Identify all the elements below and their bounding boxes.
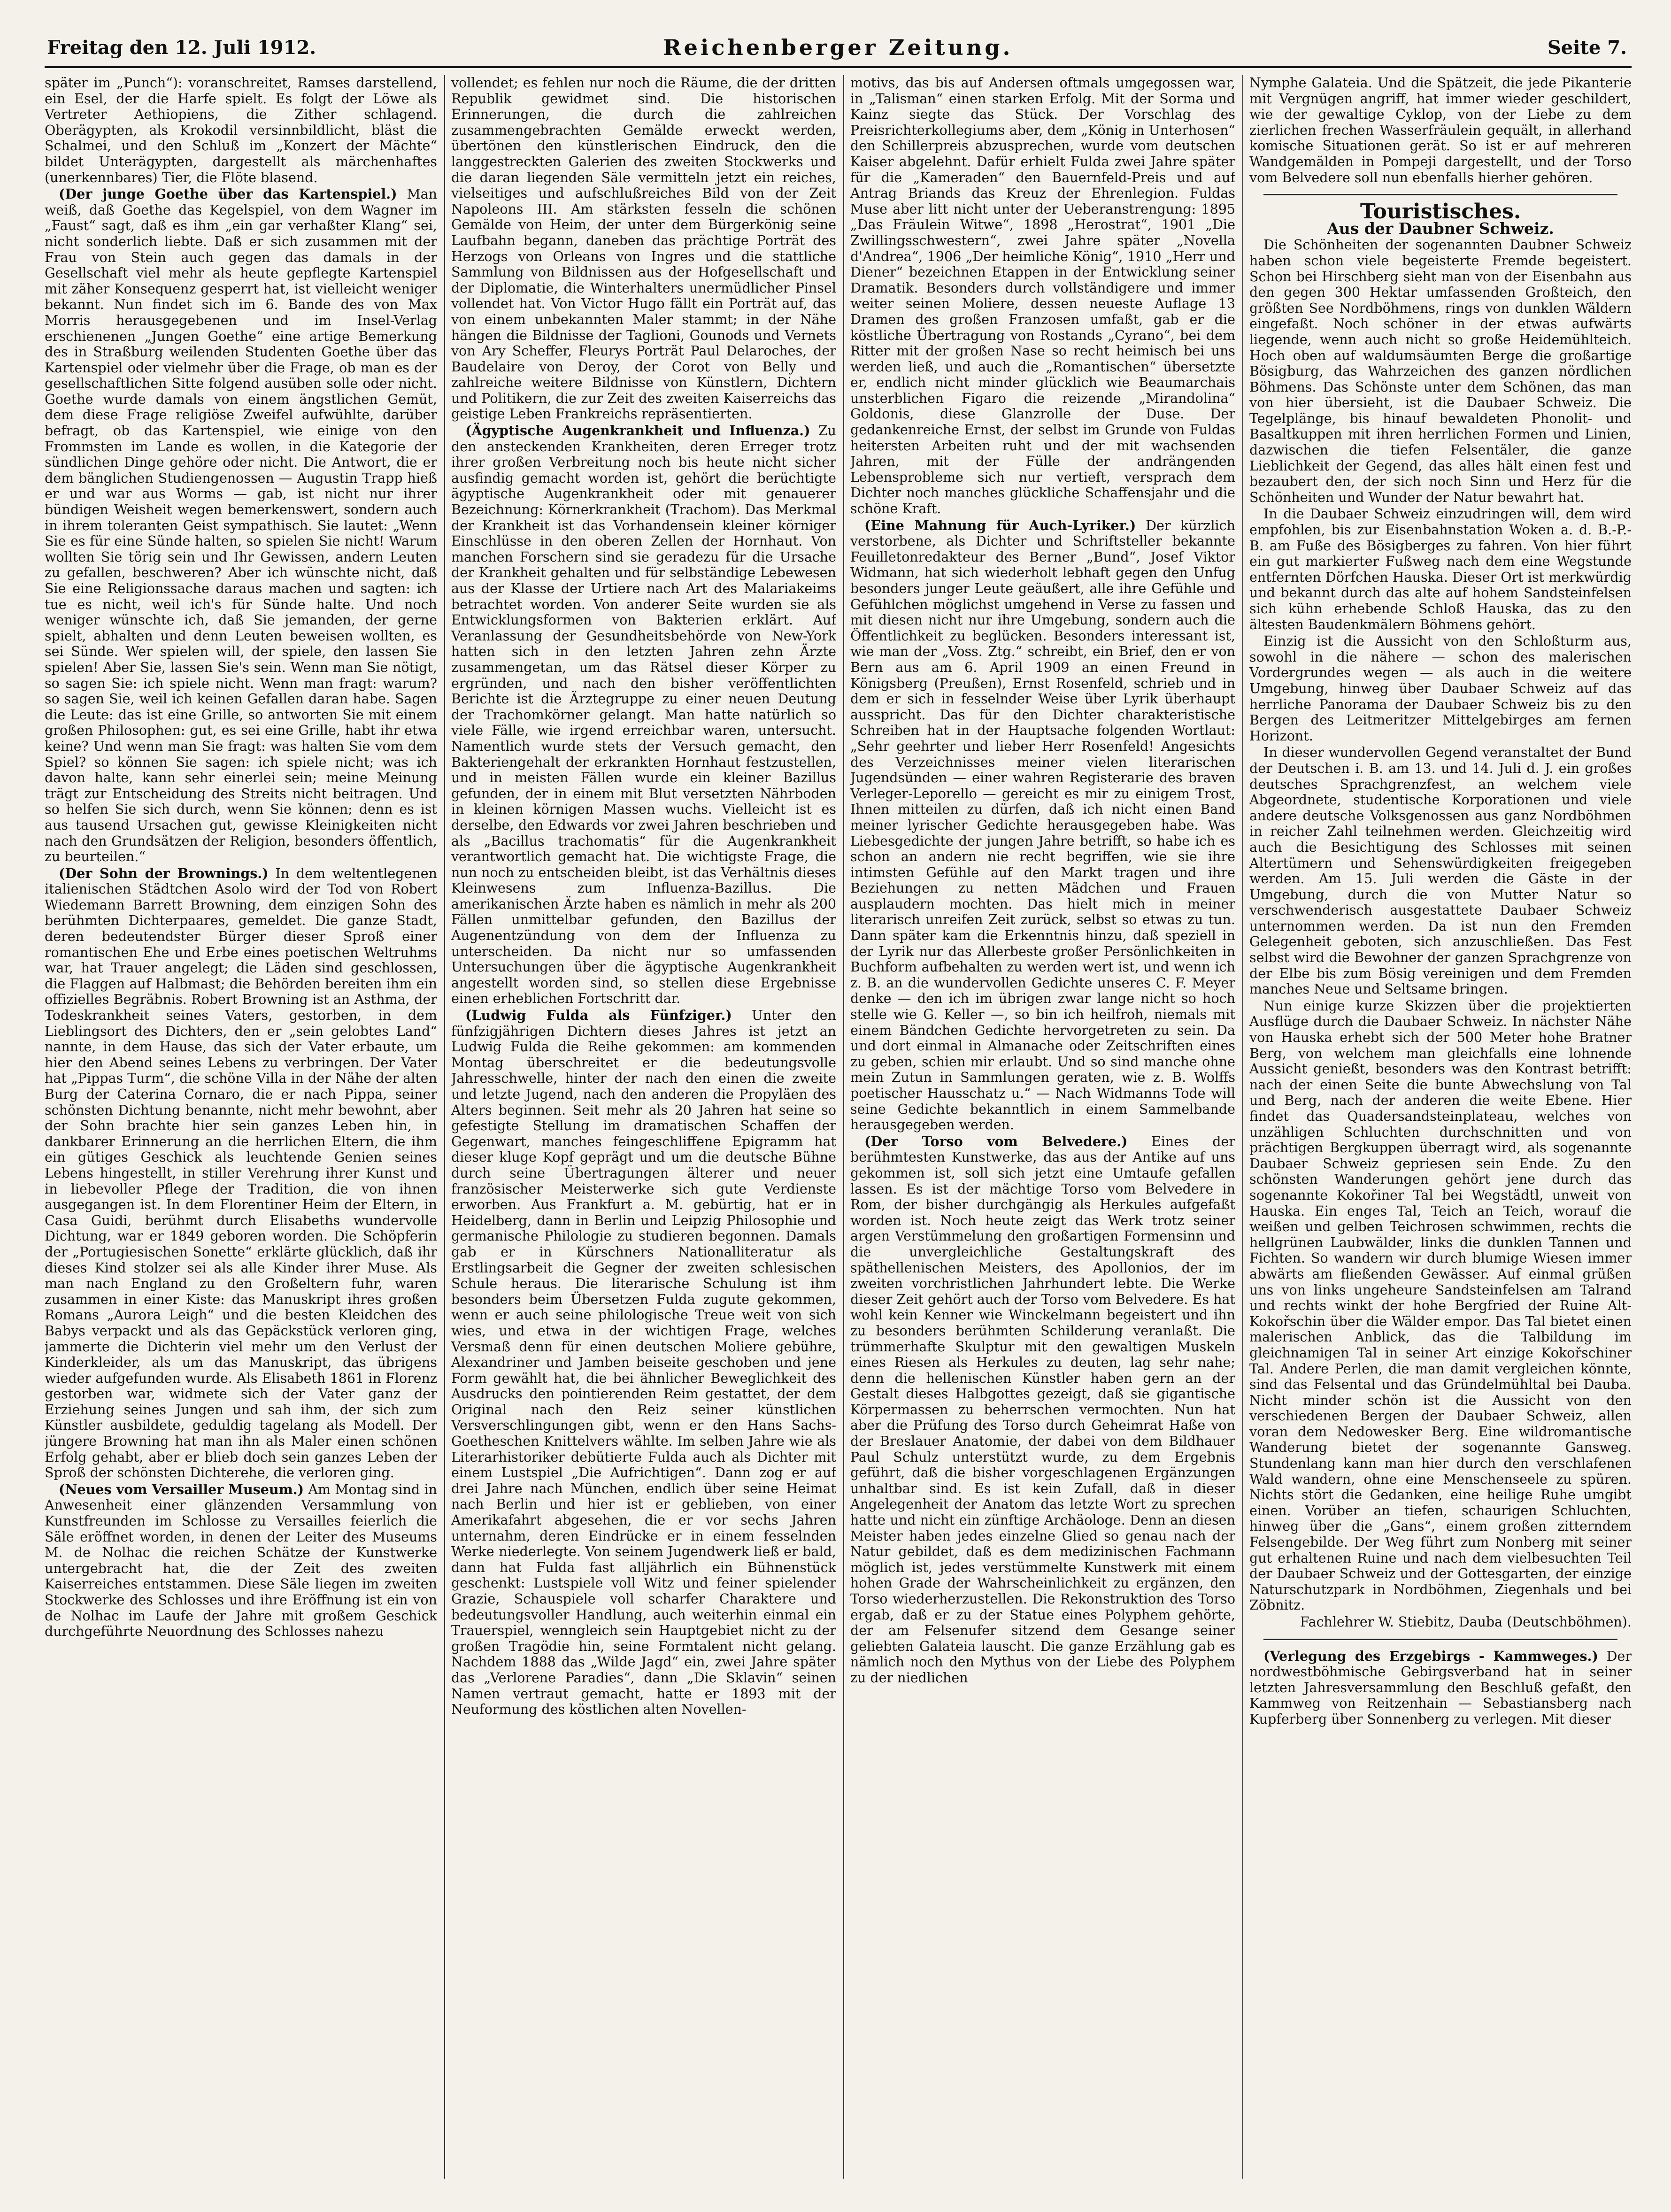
article-heading: (Ägyptische Augenkrankheit und Influenza.): [465, 423, 810, 439]
columns: [45, 75, 1632, 2179]
article-body: Der kürzlich verstorbene, als Dichter und Schriftsteller bekannte Feuilletonredakteur des Berner „Bund“, Josef Viktor Widmann, hat sich wiederholt lebhaft gegen den Unfug besonders junger Leute geäußert, alle ihre Gefühle und Gefühlchen möglichst umgehend in Verse zu fassen und mit diesen nicht nur ihre Umgebung, sondern auch die Öffentlichkeit zu beglücken. Besonders interessant ist, wie man der „Voss. Ztg.“ schreibt, ein Brief, den er von Bern aus am 6. April 1909 an einen Freund in Königsberg (Preußen), Ernst Rosenfeld, schrieb und in dem er sich in fesselnder Weise über Lyrik überhaupt ausspricht. Das für den Dichter charakteristische Schreiben hat in der Hauptsache folgenden Wortlaut: „Sehr geehrter und lieber Herr Rosenfeld! Angesichts des Verzeichnisses meiner vielen literarischen Jugendsünden — einer wahren Registerarie des braven Verleger-Leporello — gereicht es mir zu einigem Trost, Ihnen mitteilen zu dürfen, daß ich nicht einen Band meiner lyrischer Gedichte herausgegeben habe. Was Liebesgedichte der jungen Jahre betrifft, so habe ich es schon an andern nie recht begriffen, wie sie ihre intimsten Gefühle auf den Markt tragen und ihre Beziehungen zu netten Mädchen und Frauen ausplaudern mochten. Das hielt mich in meiner literarisch unreifen Zeit zurück, selbst so etwas zu tun. Dann später kam die Erkenntnis hinzu, daß speziell in der Lyrik nur das Allerbeste großer Persönlichkeiten in Buchform aufbehalten zu werden wert ist, und wenn ich z. B. an die wundervollen Gedichte unseres C. F. Meyer denke — den ich im übrigen zwar lange nicht so hoch stelle wie G. Keller —, so bin ich heilfroh, niemals mit einem Bändchen Gedichte hervorgetreten zu sein. Da und dort einmal in Almanache oder Zeitschriften eines zu geben, schien mir erlaubt. Und so sind manche ohne mein Zutun in Sammlungen geraten, wie z. B. Wolffs poetischer Hausschatz u.“ — Nach Widmanns Tode will seine Gedichte bekanntlich in einem Sammelbande herausgegeben werden.: [850, 517, 1235, 1133]
article-body: Am Montag sind in Anwesenheit einer glänzenden Versammlung von Kunstfreunden im Schlosse zu Versailles feierlich die Säle eröffnet worden, in denen der Leiter des Museums M. de Nolhac die reichen Schätze der Kunstwerke untergebracht hat, die der Zeit des zweiten Kaiserreiches entstammen. Diese Säle liegen im zweiten Stockwerke des Schlosses und ihre Eröffnung ist ein von de Nolhac im Laufe der Jahre mit großem Geschick durchgeführte Neuordnung des Schlosses nahezu: [45, 1481, 437, 1640]
column-1: [45, 75, 437, 2179]
article: [45, 1482, 437, 1640]
article-paragraph: Nun einige kurze Skizzen über die projektierten Ausflüge durch die Daubaer Schweiz. In nächster Nähe von Hauska erhebt sich der 500 Meter hohe Bratner Berg, von welchem man gleichfalls eine lohnende Aussicht genießt, besonders was den Kontrast betrifft: nach der einen Seite die bunte Abwechslung von Tal und Berg, nach der anderen die weite Ebene. Hier findet das Quadersandsteinplateau, welches von unzähligen Schluchten durchschnitten und von prächtigen Bergkuppen überragt wird, als sogenannte Daubaer Schweiz gepriesen sein Ende. Zu den schönsten Wanderungen gehört jene durch das sogenannte Kokořiner Tal bei Wegstädtl, unweit von Hauska. Ein enges Tal, Teich an Teich, worauf die weißen und gelben Teichrosen schwimmen, rechts die hellgrünen Laubwälder, links die dunklen Tannen und Fichten. So wandern wir durch blumige Wiesen immer abwärts am fließenden Gewässer. Auf einmal grüßen uns von links ungeheure Sandsteinfelsen am Talrand und rechts winkt der hohe Bergfried der Ruine Alt-Kokořschin über die Wälder empor. Das Tal bietet einen malerischen Anblick, das die Talbildung im gleichnamigen Tal in seiner Art einzige Kokořschiner Tal. Andere Perlen, die man damit vergleichen könnte, sind das Felsental und das Gründelmühltal bei Dauba. Nicht minder schön ist die Aussicht von den verschiedenen Bergen der Daubaer Schweiz, allen voran dem Nedowesker Berg. Eine wildromantische Wanderung bietet der sogenannte Gansweg. Stundenlang kann man hier durch den verschlafenen Wald wandern, ohne eine Menschenseele zu spüren. Nichts stört die Gedanken, eine heilige Ruhe umgibt einen. Vorüber an tiefen, schaurigen Schluchten, hinweg über die „Gans“, einem großen zitterndem Felsengebilde. Der Weg führt zum Nonberg mit seiner gut erhaltenen Ruine und nach dem vielbesuchten Teil der Daubaer Schweiz und der Gottesgarten, der einzige Naturschutzpark in Nordböhmen, Ziegenhals und bei Zöbnitz.: [1249, 998, 1632, 1613]
article: [45, 186, 437, 865]
article-title: Aus der Daubner Schweiz.: [1327, 219, 1554, 238]
article-body: Man weiß, daß Goethe das Kegelspiel, von dem Wagner im „Faust“ sagt, daß es ihm „ein gar verhaßter Klang“ sei, nicht sonderlich liebte. Daß er sich zusammen mit der Frau von Stein auch gegen das damals in der Gesellschaft viel mehr als heute gepflegte Kartenspiel mit zäher Konsequenz gesperrt hat, ist vielleicht weniger bekannt. Nun findet sich im 6. Bande des von Max Morris herausgegebenen und im Insel-Verlag erschienenen „Jungen Goethe“ eine artige Bemerkung des in Straßburg weilenden Studenten Goethe über das Kartenspiel oder vielmehr über die Frage, ob man es der gesellschaftlichen Sitte folgend ausüben solle oder nicht. Goethe wurde damals von einem ängstlichen Gemüt, dem diese Frage religiöse Zweifel aufwühlte, darüber befragt, ob das Kartenspiel, wie einige von den Frommsten im Lande es wollen, in die Kategorie der sündlichen Dinge gehöre oder nicht. Die Antwort, die er dem bänglichen Studiengenossen — Augustin Trapp hieß er und war aus Worms — gab, ist nicht nur ihrer bündigen Weisheit wegen bemerkenswert, sondern auch in ihrem toleranten Geist sympathisch. Sie lautet: „Wenn Sie es für eine Sünde halten, so spielen Sie nicht! Warum wollten Sie törig sein und Ihr Gewissen, andern Leuten zu gefallen, beschweren? Aber ich wünschte nicht, daß Sie eine Religionssache daraus machen und sagten: ich tue es nicht, weil ich's für Sünde halte. Und noch weniger wünschte ich, daß Sie jemanden, der gerne spielt, abhalten und denn Leuten beweisen wollten, es sei Sünde. Wer spielen will, der spiele, den lassen Sie spielen! Aber Sie, lassen Sie's sein. Wenn man Sie nötigt, so sagen Sie: ich spiele nicht. Wenn man fragt: warum? so sagen Sie, weil ich keinen Gefallen daran habe. Sagen die Leute: das ist eine Grille, so antworten Sie mit einem großen Philosophen: gut, es sei eine Grille, habt ihr etwa keine? Und wenn man Sie fragt: was halten Sie vom dem Spiel? so können Sie sagen: ich spiele nicht; was ich davon halte, kann sehr einerlei sein; meine Meinung trägt zur Entscheidung des Streits nicht beitragen. Und so helfen Sie sich durch, wenn Sie können; denn es ist aus tausend Ursachen gut, gewisse Kleinigkeiten nicht nach den Grundsätzen der Religion, besonders öffentlich, zu beurteilen.“: [45, 186, 437, 865]
article-continuation: vollendet; es fehlen nur noch die Räume, die der dritten Republik gewidmet sind. Die historischen Erinnerungen, die durch die zahlreichen zusammengebrachten Gemälde erweckt werden, übertönen den künstlerischen Eindruck, den die langgestreckten Galerien des zweiten Stockwerks und die daran liegenden Säle vermitteln jetzt ein reiches, vielseitiges und aufschlußreiches Bild von der Zeit Napoleons III. Am stärksten fesseln die schönen Gemälde von Heim, der unter dem Bürgerkönig seine Laufbahn begann, daneben das prächtige Porträt des Herzogs von Orleans von Ingres und die stattliche Sammlung von Bildnissen aus der Hofgesellschaft und der Diplomatie, die Winterhalters unermüdlicher Pinsel vollendet hat. Von Victor Hugo fällt ein Porträt auf, das von einem unbekannten Maler stammt; in der Nähe hängen die Bildnisse der Taglioni, Gounods und Vernets von Ary Scheffer, Fleurys Porträt Paul Delaroches, der Baudelaire von Deroy, der Corot von Belly und zahlreiche weitere Bildnisse von Künstlern, Dichtern und Politikern, die zur Zeit des zweiten Kaiserreichs das geistige Leben Frankreichs repräsentierten.: [451, 75, 836, 422]
article: [1249, 1649, 1632, 1727]
article-heading: (Der junge Goethe über das Kartenspiel.): [59, 186, 397, 202]
article-heading: (Verlegung des Erzgebirgs - Kammweges.): [1263, 1648, 1598, 1664]
article-heading: (Der Sohn der Brownings.): [59, 865, 269, 881]
article: [45, 866, 437, 1481]
issue-date: Freitag den 12. Juli 1912.: [47, 37, 316, 59]
article-heading: (Neues vom Versailler Museum.): [59, 1481, 304, 1497]
article-paragraph: In die Daubaer Schweiz einzudringen will, dem wird empfohlen, bis zur Eisenbahnstation Woken a. d. B.-P.-B. am Fuße des Bösigberges zu fahren. Von hier führt ein gut markierter Fußweg nach dem eine Wegstunde entfernten Dörfchen Hauska. Dieser Ort ist merkwürdig und bekannt durch das alte auf hohem Sandsteinfelsen sich kühn erhebende Schloß Hauska, das zu den ältesten Baudenkmälern Böhmens gehört.: [1249, 506, 1632, 632]
article-heading: (Der Torso vom Belvedere.): [864, 1133, 1128, 1149]
masthead: [45, 33, 1632, 68]
article: [451, 423, 836, 1007]
article-body: Der nordwestböhmische Gebirgsverband hat in seiner letzten Jahresversammlung den Beschluß gefaßt, den Kammweg von Reitzenhain — Sebastiansberg nach Kupferberg über Sonnenberg zu verlegen. Mit dieser: [1249, 1648, 1632, 1727]
article-continuation: später im „Punch“): voranschreitet, Ramses darstellend, ein Esel, der die Harfe spielt. Es folgt der Löwe als Vertreter Aethiopiens, die Zither schlagend. Oberägypten, als Krokodil versinnbildlicht, bläst die Schalmei, und den Schluß im „Konzert der Mächte“ bildet Unterägypten, dargestellt als märchenhaftes (unerkennbares) Tier, die Flöte blasend.: [45, 75, 437, 185]
article-body: Zu den ansteckenden Krankheiten, deren Erreger trotz ihrer großen Verbreitung noch bis heute nicht sicher ausfindig gemacht worden ist, gehört die berüchtigte ägyptische Augenkrankheit oder mit genauerer Bezeichnung: Körnerkrankheit (Trachom). Das Merkmal der Krankheit ist das Vorhandensein kleiner körniger Einschlüsse in den oberen Zellen der Hornhaut. Von manchen Forschern sind sie geradezu für die Ursache der Krankheit gehalten und für selbständige Lebewesen aus der Klasse der Urtiere nach Art des Malariakeims betrachtet worden. Von anderer Seite wurden sie als Entwicklungsformen von Bakterien erklärt. Auf Veranlassung der Gesundheitsbehörde von New-York hatten sich in den letzten Jahren zehn Ärzte zusammengetan, um das Rätsel dieser Körper zu ergründen, und nach den bisher veröffentlichten Berichte ist die Ärztegruppe zu einer neuen Deutung der Trachomkörner gelangt. Man hatte natürlich so viele Fälle, wie irgend erreichbar waren, untersucht. Namentlich wurde stets der Versuch gemacht, den Bakteriengehalt der erkrankten Hornhaut festzustellen, und in meisten Fällen wurde ein kleiner Bazillus gefunden, der in einem mit Blut versetzten Nährboden in kleinen körnigen Massen wuchs. Vielleicht ist es derselbe, den Edwards vor zwei Jahren beschrieben und als „Bacillus trachomatis“ für die Augenkrankheit verantwortlich gemacht hat. Die wichtigste Frage, die nun noch zu entscheiden bleibt, ist das Verhältnis dieses Kleinwesens zum Influenza-Bazillus. Die amerikanischen Ärzte haben es nämlich in mehr als 200 Fällen unmittelbar gefunden, den Bazillus der Augenentzündung von dem der Influenza zu unterscheiden. Da nicht nur so umfassenden Untersuchungen über die ägyptische Augenkrankheit angestellt worden sind, so stellen diese Ergebnisse einen erheblichen Fortschritt dar.: [451, 423, 836, 1007]
article-body: In dem weltentlegenen italienischen Städtchen Asolo wird der Tod von Robert Wiedemann Barrett Browning, dem einzigen Sohn des berühmten Dichterpaares, gemeldet. Die ganze Stadt, deren bedeutendster Bürger dieser Sproß einer romantischen Ehe und Erbe eines poetischen Weltruhms war, hat Trauer angelegt; die Läden sind geschlossen, die Flaggen auf Halbmast; die Behörden bereiten ihm ein offizielles Begräbnis. Robert Browning ist an Asthma, der Todeskrankheit seines Vaters, gestorben, in dem Lieblingsort des Dichters, den er „sein gelobtes Land“ nannte, in dem Hause, das sich der Vater erbaute, um hier den Abend seines Lebens zu verbringen. Der Vater hat „Pippas Turm“, die schöne Villa in der Nähe der alten Burg der Caterina Cornaro, die er nach Pippa, seiner schönsten Dichtung benannte, nicht mehr bewohnt, aber der Sohn brachte hier sein ganzes Leben hin, in dankbarer Erinnerung an die herrlichen Eltern, die ihm ein gütiges Geschick als leuchtende Genien seines Lebens hingestellt, in stiller Verehrung ihrer Kunst und in liebevoller Pflege der Tradition, die von ihnen ausgegangen ist. In dem Florentiner Heim der Eltern, in Casa Guidi, berühmt durch Elisabeths wundervolle Dichtung, war er 1849 geboren worden. Die Schöpferin der „Portugiesischen Sonette“ erklärte glücklich, daß ihr dieses Kind stolzer sei als alle Kinder ihrer Muse. Als man nach England zu den Großeltern fuhr, waren zusammen in einer Kiste: das Manuskript ihres großen Romans „Aurora Leigh“ und die besten Kleidchen des Babys verpackt und als das Gepäckstück verloren ging, jammerte die Dichterin viel mehr um den Verlust der Kinderkleider, als um das Manuskript, das übrigens wieder aufgefunden wurde. Als Elisabeth 1861 in Florenz gestorben war, widmete sich der Vater ganz der Erziehung seines Jungen und sah ihm, der sich zum Künstler ausbildete, geduldig tagelang als Modell. Der jüngere Browning hat man ihn als Maler einen schönen Erfolg gehabt, aber er blieb doch sein ganzes Leben der Sproß der schönsten Dichterehe, die verloren ging.: [45, 865, 437, 1481]
article-body: Unter den fünfzigjährigen Dichtern dieses Jahres ist jetzt an Ludwig Fulda die Reihe gekommen: am kommenden Montag überschreitet er die bedeutungsvolle Jahresschwelle, hinter der nach den einen die zweite und letzte Jugend, nach den anderen die Propyläen des Alters beginnen. Seit mehr als 20 Jahren hat seine so gefestigte Stellung im dramatischen Schaffen der Gegenwart, manches feingeschliffene Epigramm hat dieser kluge Kopf geprägt und um die deutsche Bühne durch seine Übertragungen älterer und neuer französischer Meisterwerke sich gute Verdienste erworben. Aus Frankfurt a. M. gebürtig, hat er in Heidelberg, dann in Berlin und Leipzig Philosophie und germanische Philologie zu studieren begonnen. Damals gab er in Kürschners Nationalliteratur als Erstlingsarbeit die Gegner der zweiten schlesischen Schule heraus. Die literarische Schulung ist ihm besonders beim Übersetzen Fulda zugute gekommen, wenn er auch seine philologische Treue weit von sich wies, und etwa in der wichtigen Frage, welches Versmaß denn für einen deutschen Moliere gebühre, Alexandriner und Jamben beiseite geschoben und jene Form gewählt hat, die bei ähnlicher Beweglichkeit des Ausdrucks den pointierenden Reim gestattet, der dem Original nach den Reiz seiner künstlichen Versverschlingungen gibt, wenn er den Hans Sachs-Goetheschen Knittelvers wählte. Im selben Jahre wie als Literarhistoriker debütierte Fulda auch als Dichter mit einem Lustspiel „Die Aufrichtigen“. Dann zog er auf drei Jahre nach München, endlich über seine Heimat nach Berlin und hier ist er geblieben, von einer Amerikafahrt abgesehen, die er vor sechs Jahren unternahm, deren Eindrücke er in einem fesselnden Werke niederlegte. Von seinem Jugendwerk ließ er bald, dann hat Fulda fast alljährlich ein Bühnenstück geschenkt: Lustspiele voll Witz und feiner spielender Grazie, Schauspiele voll scharfer Charaktere und bedeutungsvoller Handlung, auch weiterhin einmal ein Trauerspiel, wenngleich sein Hauptgebiet nicht zu der großen Tragödie hin, seine Formtalent nicht gelang. Nachdem 1888 das „Wilde Jagd“ ein, zwei Jahre später das „Verlorene Paradies“, dann „Die Sklavin“ seinen Namen vertraut gemacht, hatte er 1893 mit der Neuformung des köstlichen alten Novellen-: [451, 1008, 836, 1718]
article-paragraph: In dieser wundervollen Gegend veranstaltet der Bund der Deutschen i. B. am 13. und 14. Juli d. J. ein großes deutsches Sprachgrenzfest, an welchem viele Abgeordnete, studentische Korporationen und viele andere deutsche Volksgenossen aus ganz Nordböhmen in reicher Zahl teilnehmen werden. Gleichzeitig wird auch die Besichtigung des Schlosses mit seinen Altertümern und Sehenswürdigkeiten freigegeben werden. Am 15. Juli werden die Gäste in der Umgebung, durch die von Mutter Natur so verschwenderisch ausgestattete Daubaer Schweiz unternommen werden. Da ist nun den Fremden Gelegenheit geboten, sich anzuschließen. Das Fest selbst wird die Bewohner der ganzen Sprachgrenze von der Elbe bis zum Bösig vereinigen und dem Fremden manches Neue und Seltsame bringen.: [1249, 745, 1632, 997]
section-divider: [1263, 194, 1617, 195]
section-title: Touristisches.: [1360, 200, 1521, 224]
article: [451, 1008, 836, 1718]
column-4: [1249, 75, 1632, 2179]
newspaper-title: Reichenberger Zeitung.: [663, 35, 1013, 60]
article: [850, 1134, 1235, 1686]
article-paragraph: Die Schönheiten der sogenannten Daubner Schweiz haben schon viele begeisterte Fremde begeistert. Schon bei Hirschberg sieht man von der Eisenbahn aus den gegen 300 Hektar umfassenden Großteich, den größten See Nordböhmens, rings von dunklen Wäldern eingefaßt. Noch schöner in der etwas aufwärts liegende, wenn auch nicht so große Heidemühlteich. Hoch oben auf waldumsäumten Berge die großartige Bösigburg, das Wahrzeichen des ganzen nördlichen Böhmens. Das Schönste unter dem Schönen, das man von hier übersieht, ist die Daubaer Schweiz. Die Tegelplänge, bis hinauf bewaldeten Phonolit- und Basaltkuppen mit ihren herrlichen Formen und Linien, dazwischen die tiefen Felsentäler, die ganze Lieblichkeit der Gegend, das alles hält einen fest und bezaubert den, der sich noch Sinn und Herz für die Schönheiten und Wunder der Natur bewahrt hat.: [1249, 237, 1632, 505]
article-heading: (Ludwig Fulda als Fünfziger.): [465, 1007, 732, 1024]
section-divider: [1263, 1639, 1617, 1640]
newspaper-page: [45, 33, 1632, 2188]
page-number: Seite 7.: [1547, 37, 1627, 59]
column-3: [850, 75, 1235, 2179]
author-signature: Fachlehrer W. Stiebitz, Dauba (Deutschböhmen).: [1300, 1614, 1632, 1630]
article-heading: (Eine Mahnung für Auch-Lyriker.): [864, 517, 1136, 533]
article: [850, 518, 1235, 1133]
article-continuation: motivs, das bis auf Andersen oftmals umgegossen war, in „Talisman“ einen starken Erfolg. Mit der Sorma und Kainz siegte das Stück. Der Vorschlag des Preisrichterkollegiums aber, dem „König in Unterhosen“ den Schillerpreis abzusprechen, wurde vom deutschen Kaiser abgelehnt. Dafür erhielt Fulda zwei Jahre später für die „Kameraden“ den Bauernfeld-Preis und auf Antrag Briands das Kreuz der Ehrenlegion. Fuldas Muse aber litt nicht unter der Ueberanstrengung: 1895 „Das Fräulein Witwe“, 1898 „Herostrat“, 1901 „Die Zwillingsschwestern“, zwei Jahre später „Novella d'Andrea“, 1906 „Der heimliche König“, 1910 „Herr und Diener“ bezeichnen Etappen in der Entwicklung seiner Dramatik. Besonders durch vollständigere und immer weiter seinen Moliere, dessen neueste Auflage 13 Dramen des großen Franzosen umfaßt, gab er die köstliche Übertragung von Rostands „Cyrano“, bei dem Ritter mit der großen Nase so recht heimisch bei uns werden ließ, und auch die „Romantischen“ übersetzte er, endlich nicht minder glücklich wie Beaumarchais unsterblichen Figaro die reizende „Mirandolina“ Goldonis, diese Glanzrolle der Duse. Der gedankenreiche Ernst, der selbst im Grunde von Fuldas heitersten Arbeiten ruht und der mit wachsenden Jahren, mit der Fülle der andrängenden Lebensprobleme sich nur vertieft, versprach dem Dichter noch manches glückliche Schaffensjahr und die schöne Kraft.: [850, 75, 1235, 517]
column-2: [451, 75, 836, 2179]
article-paragraph: Einzig ist die Aussicht von den Schloßturm aus, sowohl in die nähere — schon des malerischen Vordergrundes wegen — als auch in die weitere Umgebung, hinweg über Daubaer Schweiz auf das herrliche Panorama der Daubaer Schweiz bis zu den Bergen des Leitmeritzer Mittelgebirges am fernen Horizont.: [1249, 633, 1632, 744]
article-body: Eines der berühmtesten Kunstwerke, das aus der Antike auf uns gekommen ist, soll sich jetzt eine Umtaufe gefallen lassen. Es ist der mächtige Torso vom Belvedere in Rom, der bisher durchgängig als Herkules aufgefaßt worden ist. Noch heute zeigt das Werk trotz seiner argen Verstümmelung den großartigen Formensinn und die unvergleichliche Gestaltungskraft des späthellenischen Meisters, des Apollonios, der im zweiten vorchristlichen Jahrhundert lebte. Die Werke dieser Zeit gehört auch der Torso vom Belvedere. Es hat wohl kein Kenner wie Winckelmann begeistert und ihn zu besonders berühmten Schilderung veranlaßt. Die trümmerhafte Skulptur mit den gewaltigen Muskeln eines Riesen als Herkules zu deuten, lag sehr nahe; denn die hellenischen Künstler haben gern an der Gestalt dieses Halbgottes gezeigt, daß sie gigantische Körpermassen zu beherrschen vermochten. Nun hat aber die Prüfung des Torso durch Geheimrat Haße von der Breslauer Anatomie, der dabei von dem Bildhauer Paul Schulz unterstützt wurde, zu dem Ergebnis geführt, daß die bisher vorgeschlagenen Ergänzungen unhaltbar sind. Es ist kein Zufall, daß in dieser Angelegenheit der Anatom das letzte Wort zu sprechen hatte und nicht ein zünftige Archäologe. Denn an diesen Meister haben jedes einzelne Glied so genau nach der Natur gebildet, daß es dem medizinischen Fachmann möglich ist, jedes verstümmelte Kunstwerk mit einem hohen Grade der Wahrscheinlichkeit zu ergänzen, den Torso wiederherzustellen. Die Rekonstruktion des Torso ergab, daß er zu der Statue eines Polyphem gehörte, der am Felsenufer sitzend dem Gesange seiner geliebten Galateia lauscht. Die ganze Erzählung gab es nämlich noch den Mythus von der Liebe des Polyphem zu der niedlichen: [850, 1133, 1235, 1686]
article-continuation: Nymphe Galateia. Und die Spätzeit, die jede Pikanterie mit Vergnügen angriff, hat immer wieder geschildert, wie der gewaltige Cyklop, von der Liebe zu dem zierlichen frechen Wasserfräulein gequält, in allerhand komische Situationen gerät. So ist er auf mehreren Wandgemälden in Pompeji dargestellt, und der Torso vom Belvedere soll nun ebenfalls hierher gehören.: [1249, 75, 1632, 185]
